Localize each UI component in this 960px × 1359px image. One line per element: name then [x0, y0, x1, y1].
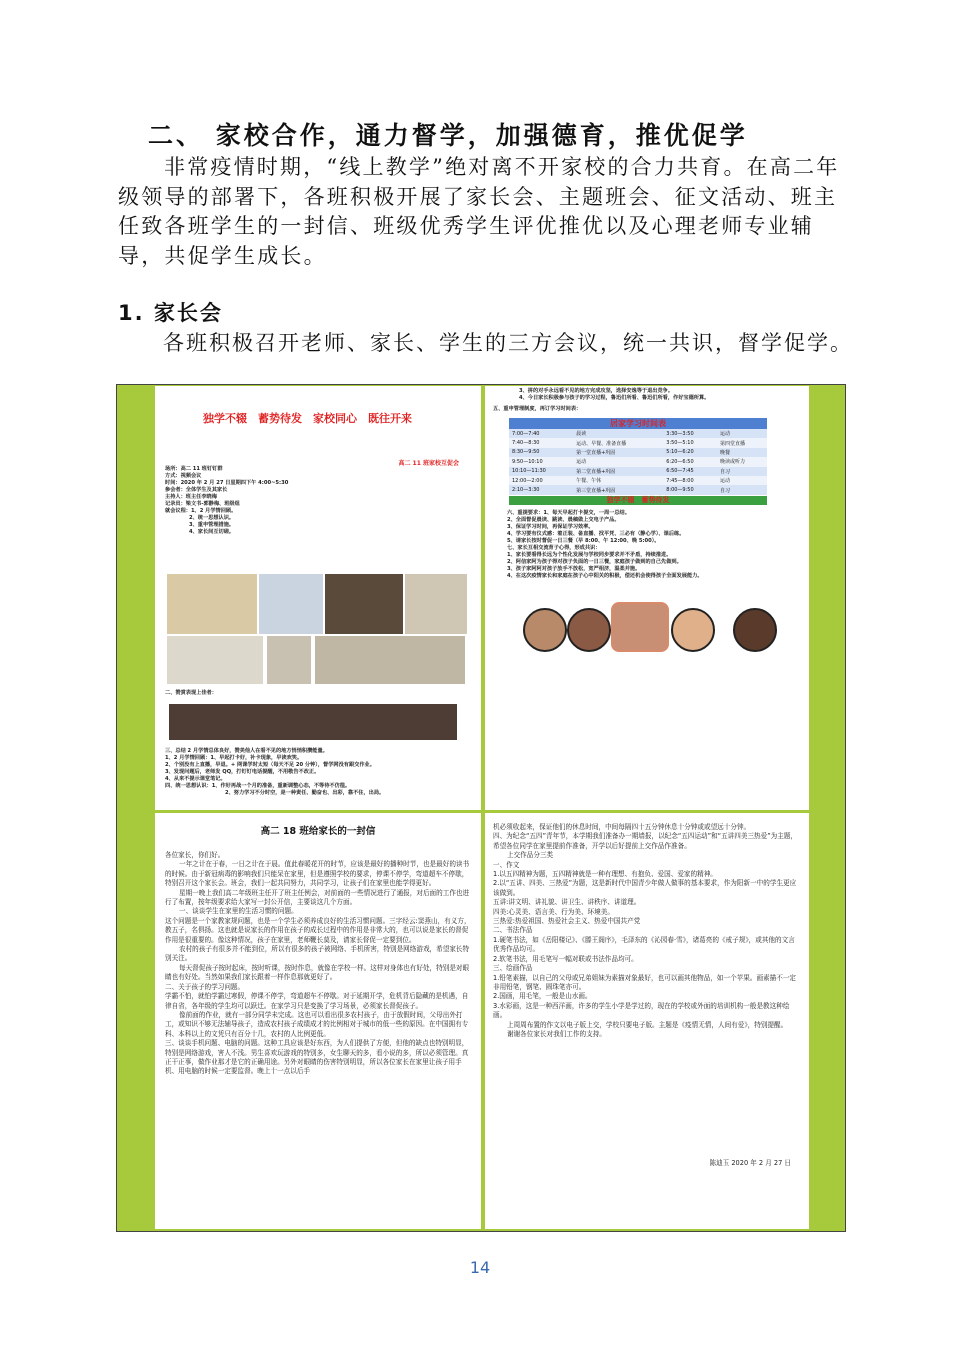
- schedule-label: 五、重申管理制度，再订学习时间表：: [493, 406, 582, 412]
- schedule-cell: 第一堂直播+巩固: [576, 449, 616, 456]
- screenshot-photo: [167, 574, 257, 634]
- banner-subtitle: 高二 11 班家校互促会: [398, 460, 459, 467]
- homework-photo: [405, 574, 467, 634]
- letter-page-continued: [485, 813, 809, 1229]
- schedule-cell: 8:00—9:50: [666, 487, 694, 494]
- section-heading: 二、 家校合作，通力督学，加强德育，推优促学: [148, 121, 748, 150]
- parent-video-photo: [523, 608, 567, 652]
- schedule-row: [509, 476, 767, 485]
- homework-photo: [267, 636, 311, 684]
- homework-photo: [315, 636, 465, 684]
- schedule-cell: 自习: [720, 468, 731, 475]
- schedule-row: [509, 485, 767, 494]
- letter-body: 机必须收起来，保证他们的休息时间，中间每隔四十五分钟休息十分钟或或望远十分钟。 四、为纪念“五四”青年节，本学期我们准备办一期墙报，以纪念“五四运动”和“五讲四美三热爱”为主题，希望各位同学在家里提前作准备，开学以后好提前上交作品作准备。 上交作品分三类 一、作文 1.以五四精神为题，五四精神就是一种有理想、有抱负、爱国、爱家的精神。 2.以“五讲、四美、三热爱”为题，这是新时代中国青少年做人做事的基本要求，作为阳新一中的学生更应该做到。 五讲:讲文明、讲礼貌、讲卫生、讲秩序、讲道理。 四美:心灵美、语言美、行为美、环境美。 三热爱:热爱祖国、热爱社会主义、热爱中国共产党 二、书法作品 1.硬笔书法，如《岳阳楼记》、《滕王阁序》，毛泽东的《沁园春·雪》，诸葛亮的《戒子规》，或其他的文言优秀作品均可。 2.软笔书法，用毛笔写一幅对联或书法作品均可。 三、绘画作品 1.铅笔素描，以自己的父母或兄弟姐妹为素描对象最好，也可以画其他物品，如一个苹果。画素描不一定非用铅笔，钢笔、圆珠笔亦可。 2.国画，用毛笔，一般是山水画。 3.水彩画，这是一种西洋画，许多的学生小学是学过的，现在的学校或外面的培训机构一般是教这种绘画。 上周周布置的作文以电子版上交，学校只要电子版。主题是《疫情无情，人间有爱》，特别提醒。 谢谢各位家长对我们工作的支持。: [493, 823, 798, 1038]
- meeting-notice-page: [155, 386, 481, 810]
- schedule-cell: 6:20—6:50: [666, 458, 694, 465]
- schedule-cell: 7:40—8:30: [512, 440, 540, 447]
- schedule-cell: 7:45—8:00: [666, 477, 694, 484]
- parent-video-photo: [611, 602, 669, 652]
- schedule-cell: 2:10—3:30: [512, 487, 540, 494]
- requirements-notes: 六、重提要求：1、每天早起打卡提交，一周一总结。 2、全面督促晨读、跳读、晨稿做上交电子产品。 3、保证学习时间，再保证学习效率。 4、学习要有仪式感：着正装、备直播、找平凭、三必有（静心学）、课后练。 5、请家长按时督促一日三餐（早 8:00、午 12:00、晚 5:00）。 七、家长互相交流育子心得，形成共识： 1、家长要看得长远为个性化发展与学校同步要求并不矛盾，持续推进。 2、阿信家阿为孩子得对孩子负面的一日三餐，家庭孩子做到的自己先做到。 3、孩子家阿阿对孩子放手不放松，宽严相济，温柔并施。 4、在这次疫情家长和家庭在孩子心中阳关的积极，偿还机会使得孩子全面发展能力。: [507, 510, 703, 579]
- letter-page: [155, 813, 481, 1229]
- schedule-cell: 第四堂直播: [720, 440, 746, 447]
- schedule-cell: 6:50—7:45: [666, 468, 694, 475]
- schedule-row: [509, 448, 767, 457]
- schedule-cell: 9:50—10:10: [512, 458, 543, 465]
- schedule-cell: 晚餐: [720, 449, 731, 456]
- screenshot-photo: [259, 574, 323, 634]
- schedule-cell: 午餐、午休: [576, 478, 602, 485]
- schedule-cell: 运动: [720, 431, 731, 438]
- banner-title: 独学不辍 蓄势待发 家校同心 既往开来: [203, 412, 412, 425]
- parent-video-photo: [671, 608, 715, 652]
- top-notes: 3、拼的对手永远看不见的地方完成攻坚，选择安逸等于退出竞争。 4、今日家长积极参与孩子的学习过程，鲁迅们所看、鲁迅们所看，作好宝德所算。: [519, 388, 710, 401]
- schedule-row: [509, 438, 767, 447]
- schedule-row: [509, 467, 767, 476]
- collage-figure: [116, 384, 846, 1232]
- schedule-cell: 运动: [720, 478, 731, 485]
- schedule-cell: 3:50—5:10: [666, 440, 694, 447]
- schedule-slogan: 独学不辍 蓄势待发: [509, 496, 767, 505]
- parent-video-photo: [567, 608, 611, 652]
- subsection-text: 各班积极召开老师、家长、学生的三方会议，统一共识，督学促学。: [163, 331, 853, 355]
- video-call-photo: [325, 574, 403, 634]
- schedule-page: [485, 386, 809, 810]
- schedule-cell: 7:00—7:40: [512, 430, 540, 437]
- schedule-cell: 5:10—6:20: [666, 449, 694, 456]
- intro-paragraph: 非常疫情时期，“线上教学”绝对离不开家校的合力共育。在高二年级领导的部署下，各班积极开展了家长会、主题班会、征文活动、班主任致各班学生的一封信、班级优秀学生评优推优以及心理老师专业辅导，共促学生成长。: [118, 155, 840, 268]
- letter-title: 高二 18 班给家长的一封信: [260, 826, 376, 837]
- section-label: 二、赞赏表现上佳者：: [165, 690, 217, 696]
- schedule-cell: 8:30—9:50: [512, 449, 540, 456]
- homework-photo: [167, 636, 263, 684]
- schedule-cell: 10:10—11:30: [512, 468, 546, 475]
- page-number: 14: [469, 1258, 491, 1277]
- subsection-title: 1. 家长会: [118, 301, 223, 325]
- schedule-cell: 3:30—3:50: [666, 430, 694, 437]
- student-video-strip: [169, 704, 457, 740]
- schedule-cell: 运动、早餐、准备直播: [576, 440, 627, 447]
- meeting-notes: 三、总结 2 月学情总体良好，赞美他人在看不见的地方悄悄积攒能量。 1、2 月学情回顾：1、早起打卡好，补卡现象，早读欢笑。 2、个别没有上直播，早退。+ 网课学时太短（每天不足 20 分钟），督学网没有跟交作业。 3、发现问题后，老师发 QQ，打钉钉电话提醒，不用敬告不改正。 4、从来不提示课堂笔记。 四、统一思想认识：1、作好再战一个月的准备，重新调整心态，不等待不仿徨。 2、努力学习不分时空，是一种责任、勤奋也、出彩，靠不住，出局。: [165, 748, 385, 796]
- signature: 陈迪玉 2020 年 2 月 27 日: [709, 1159, 791, 1167]
- schedule-cell: 12:00—2:00: [512, 477, 543, 484]
- meeting-meta: 场所：高二 11 班钉钉群 方式：视频会议 时间：2020 年 2 月 27 日星期四下午 4:00~5:30 参会者：全体学生及其家长 主持人：班主任李晓梅 记录员：梁文书-郭静梅、班级组 就会议程：1、2 月学情回顾。 2、统一思想认识。 3、重申管理措施。 4、家长间互切磋。: [165, 466, 289, 535]
- schedule-cell: 第二堂直播+巩固: [576, 468, 616, 475]
- schedule-cell: 运动: [576, 459, 587, 466]
- schedule-row: [509, 457, 767, 466]
- letter-body: 各位家长，你们好。 一年之计在于春，一日之计在于晨。值此春暖花开的时节，应该是最好的播种时节，也是最好的读书的时候。由于新冠病毒的影响我们只能呆在家里，但是遵照学校的要求，停课不停学，弯道超车不停歇，特别召开这个家长会。班会，我们一起共同努力，共同学习，让孩子们在家里也能学得更好。 星期一晚上我们高二年级班主任开了班主任例会，对前面的一些情况进行了通报，对后面的工作也进行了布置，按年级要求给大家写一封公开信，主要谈这几个方面。 一、谈谈学生在家里的生活习惯的问题。 这个问题是一个家教家规问题，也是一个学生必须养成良好的生活习惯问题。三字经云:窦燕山，有义方，教五子，名俱扬。这也就是说家长的作用在孩子的成长过程中的作用是非常大的，也可以说是家长的督促作用是很重要的。像这种情况，孩子在家里，老师鞭长莫及，请家长督促一定要到位。 农村的孩子有很多并不能到位，所以有很多的孩子被网络、手机所害，特别是网络游戏，希望家长特别关注。 每天督促孩子按时起床，按时听课，按时作息，就像在学校一样。这样对身体也有好处，特别是对眼睛也有好处。当然如果我们家长跟着一样作息那就更好了。 二、关于孩子的学习问题。 学霸不怕，就怕学霸过寒假，停课不停学，弯道超车不停歇。对于延期开学，危机背后隐藏的是机遇，自律自省，各年级的学生均可以跃迁。在家学习只是变换了学习场景，必须家长督促孩子。 像前面的作业，就有一部分同学未完成。这也可以看出很多农村孩子，由于放假时间，父母出外打工，或知识不够无法辅导孩子，造成农村孩子成绩成才的比例相对于城市的低一些的原因。在中国拥有专科、本科以上的文凭只有百分十几，农村的人比例更低。 三、谈谈手机问题、电脑的问题。这种工具应该是好东西，为人们提供了方便，但他的缺点也特别明显，特别是网络游戏，害人不浅。男生喜欢玩游戏的特别多，女生聊天的多，看小说的多，所以必须管理。真正干正事，做作业那才是它的正确用途。另外对眼睛的伤害特别明显，所以各位家长在家里让孩子用手机、用电脑的时候一定要监督。晚上十一点以后手: [165, 851, 471, 1076]
- schedule-cell: 晨读: [576, 431, 587, 438]
- schedule-title: 居家学习时间表: [509, 418, 767, 429]
- schedule-cell: 第三堂直播+巩固: [576, 487, 616, 494]
- parent-video-photo: [733, 608, 777, 652]
- schedule-table: [509, 429, 767, 495]
- schedule-cell: 晚读或听力: [720, 459, 746, 466]
- schedule-row: [509, 429, 767, 438]
- schedule-cell: 自习: [720, 487, 731, 494]
